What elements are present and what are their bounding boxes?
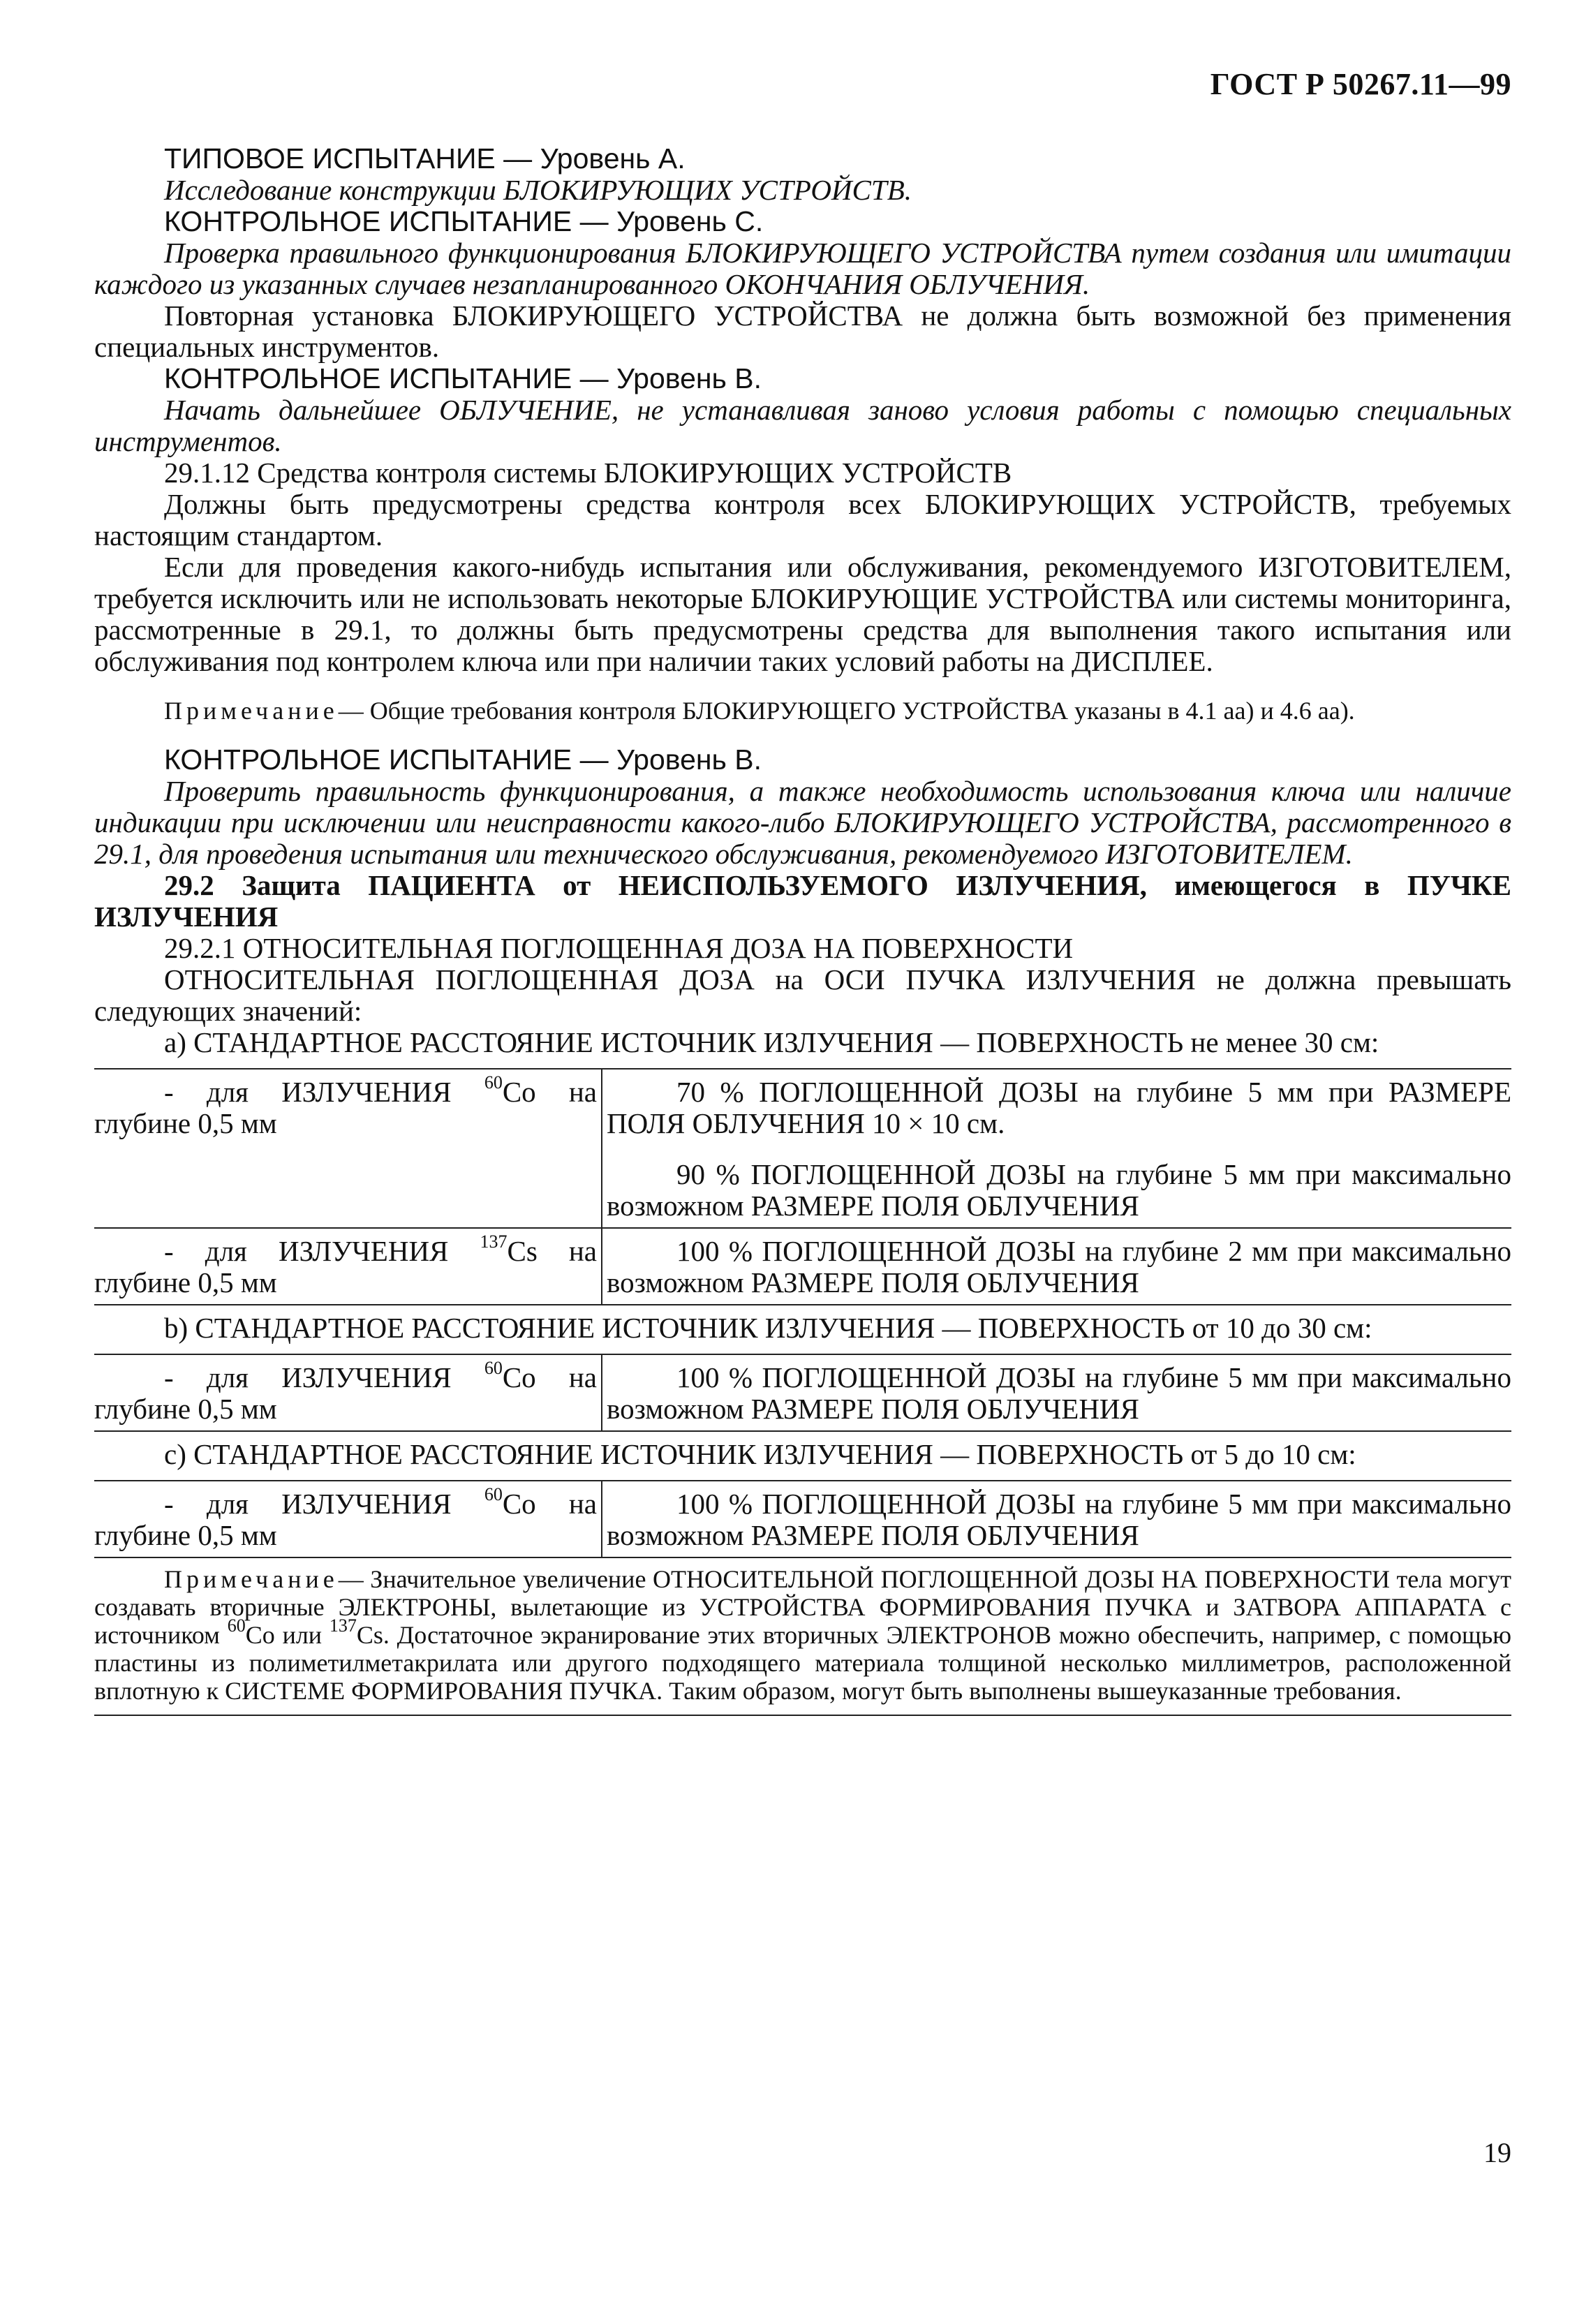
document-code-header: ГОСТ Р 50267.11—99 — [1210, 67, 1511, 101]
paragraph: Должны быть предусмотрены средства контроля всех БЛОКИРУЮЩИХ УСТРОЙСТВ, требуемых настоящим стандартом. — [94, 488, 1511, 552]
table-cell-dose: 70 % ПОГЛОЩЕННОЙ ДОЗЫ на глубине 5 мм при РАЗМЕРЕ ПОЛЯ ОБЛУЧЕНИЯ 10 × 10 см. 90 % ПОГЛОЩЕННОЙ ДОЗЫ на глубине 5 мм при максимально возможном РАЗМЕРЕ ПОЛЯ ОБЛУЧЕНИЯ — [602, 1069, 1511, 1228]
dose-table-a — [94, 1068, 1511, 1305]
section-heading-29-2-1: 29.2.1 ОТНОСИТЕЛЬНАЯ ПОГЛОЩЕННАЯ ДОЗА НА ПОВЕРХНОСТИ — [164, 932, 1074, 964]
test-level-c: КОНТРОЛЬНОЕ ИСПЫТАНИЕ — Уровень С. — [164, 205, 764, 237]
table-row — [94, 1481, 1511, 1557]
test-description: Проверить правильность функционирования, а также необходимость использования ключа или наличие индикации при исключении или неисправности какого-либо БЛОКИРУЮЩЕГО УСТРОЙСТВА, рассмотренного в 29.1, для проведения испытания или технического обслуживания, рекомендуемого ИЗГОТОВИТЕЛЕМ. — [94, 775, 1511, 870]
case-a-heading — [94, 1027, 1511, 1058]
case-heading-tail: от 10 до 30 см: — [1192, 1312, 1372, 1344]
case-heading-tail: от 5 до 10 см: — [1190, 1438, 1356, 1470]
table-row — [94, 1354, 1511, 1431]
table-cell-dose: 100 % ПОГЛОЩЕННОЙ ДОЗЫ на глубине 5 мм при максимально возможном РАЗМЕРЕ ПОЛЯ ОБЛУЧЕНИЯ — [602, 1481, 1511, 1557]
dose-table-b — [94, 1354, 1511, 1432]
table-cell-dose: 100 % ПОГЛОЩЕННОЙ ДОЗЫ на глубине 5 мм при максимально возможном РАЗМЕРЕ ПОЛЯ ОБЛУЧЕНИЯ — [602, 1354, 1511, 1431]
case-c-heading — [94, 1439, 1511, 1470]
test-description: Исследование конструкции БЛОКИРУЮЩИХ УСТРОЙСТВ. — [164, 174, 912, 206]
dose-table-c — [94, 1480, 1511, 1558]
note: Примечание— Значительное увеличение ОТНОСИТЕЛЬНОЙ ПОГЛОЩЕННОЙ ДОЗЫ НА ПОВЕРХНОСТИ тела могут создавать вторичные ЭЛЕКТРОНЫ, вылетающие из УСТРОЙСТВА ФОРМИРОВАНИЯ ПУЧКА и ЗАТВОРА АППАРАТА с источником $^{60}$Co или $^{137}$Cs. Достаточное экранирование этих вторичных ЭЛЕКТРОНОВ можно обеспечить, например, с помощью пластины из полиметилметакрилата или другого подходящего материала толщиной несколько миллиметров, расположенной вплотную к СИСТЕМЕ ФОРМИРОВАНИЯ ПУЧКА. Таким образом, могут быть выполнены вышеуказанные требования. — [94, 1565, 1512, 1705]
case-heading-tail: не менее 30 см: — [1190, 1026, 1379, 1058]
paragraph: Если для проведения какого-нибудь испытания или обслуживания, рекомендуемого ИЗГОТОВИТЕЛЕМ, требуется исключить или не использовать некоторые БЛОКИРУЮЩИЕ УСТРОЙСТВА или системы мониторинга, рассмотренные в 29.1, то должны быть предусмотрены средства для выполнения такого испытания или обслуживания под контролем ключа или при наличии таких условий работы на ДИСПЛЕЕ. — [94, 551, 1511, 677]
case-b-heading — [94, 1312, 1511, 1344]
table-cell-source: - для ИЗЛУЧЕНИЯ $^{60}$Co на глубине 0,5 мм — [94, 1481, 602, 1557]
page-number: 19 — [1483, 2137, 1511, 2168]
case-heading-caps: а) СТАНДАРТНОЕ РАССТОЯНИЕ ИСТОЧНИК ИЗЛУЧЕНИЯ — ПОВЕРХНОСТЬ — [164, 1026, 1184, 1058]
table-row — [94, 1228, 1511, 1305]
test-level-a: ТИПОВОЕ ИСПЫТАНИЕ — Уровень А. — [164, 142, 686, 175]
test-description: Проверка правильного функционирования БЛОКИРУЮЩЕГО УСТРОЙСТВА путем создания или имитации каждого из указанных случаев незапланированного ОКОНЧАНИЯ ОБЛУЧЕНИЯ. — [94, 237, 1511, 300]
section-heading-29-2: 29.2 Защита ПАЦИЕНТА от НЕИСПОЛЬЗУЕМОГО ИЗЛУЧЕНИЯ, имеющегося в ПУЧКЕ ИЗЛУЧЕНИЯ — [94, 869, 1511, 933]
table-cell-source: - для ИЗЛУЧЕНИЯ $^{60}$Co на глубине 0,5 мм — [94, 1069, 602, 1228]
note-text: — Общие требования контроля БЛОКИРУЮЩЕГО УСТРОЙСТВА указаны в 4.1 аа) и 4.6 аа). — [338, 697, 1355, 725]
table-cell-dose: 100 % ПОГЛОЩЕННОЙ ДОЗЫ на глубине 2 мм при максимально возможном РАЗМЕРЕ ПОЛЯ ОБЛУЧЕНИЯ — [602, 1228, 1511, 1305]
table-cell-source: - для ИЗЛУЧЕНИЯ $^{60}$Co на глубине 0,5 мм — [94, 1354, 602, 1431]
case-heading-caps: b) СТАНДАРТНОЕ РАССТОЯНИЕ ИСТОЧНИК ИЗЛУЧЕНИЯ — ПОВЕРХНОСТЬ — [164, 1312, 1185, 1344]
note-label: Примечание — [164, 697, 339, 725]
test-level-b: КОНТРОЛЬНОЕ ИСПЫТАНИЕ — Уровень В. — [164, 362, 762, 394]
paragraph — [94, 964, 1511, 1027]
test-level-b: КОНТРОЛЬНОЕ ИСПЫТАНИЕ — Уровень В. — [164, 743, 762, 776]
case-heading-caps: c) СТАНДАРТНОЕ РАССТОЯНИЕ ИСТОЧНИК ИЗЛУЧЕНИЯ — ПОВЕРХНОСТЬ — [164, 1438, 1184, 1470]
test-description: Начать дальнейшее ОБЛУЧЕНИЕ, не устанавливая заново условия работы с помощью специальных инструментов. — [94, 394, 1511, 457]
table-row — [94, 1069, 1511, 1228]
divider — [94, 1715, 1511, 1716]
table-cell-source: - для ИЗЛУЧЕНИЯ $^{137}$Cs на глубине 0,5 мм — [94, 1228, 602, 1305]
paragraph-caps: ОТНОСИТЕЛЬНАЯ ПОГЛОЩЕННАЯ ДОЗА на ОСИ ПУЧКА ИЗЛУЧЕНИЯ — [164, 963, 1196, 996]
document-body — [94, 143, 1511, 1726]
note — [94, 697, 1511, 725]
paragraph-tail: не должна превышать следующих значений: — [94, 963, 1511, 1027]
paragraph: Повторная установка БЛОКИРУЮЩЕГО УСТРОЙСТВА не должна быть возможной без применения специальных инструментов. — [94, 299, 1511, 363]
note-label: Примечание — [164, 1565, 339, 1593]
section-heading-29-1-12: 29.1.12 Средства контроля системы БЛОКИРУЮЩИХ УСТРОЙСТВ — [164, 457, 1012, 489]
